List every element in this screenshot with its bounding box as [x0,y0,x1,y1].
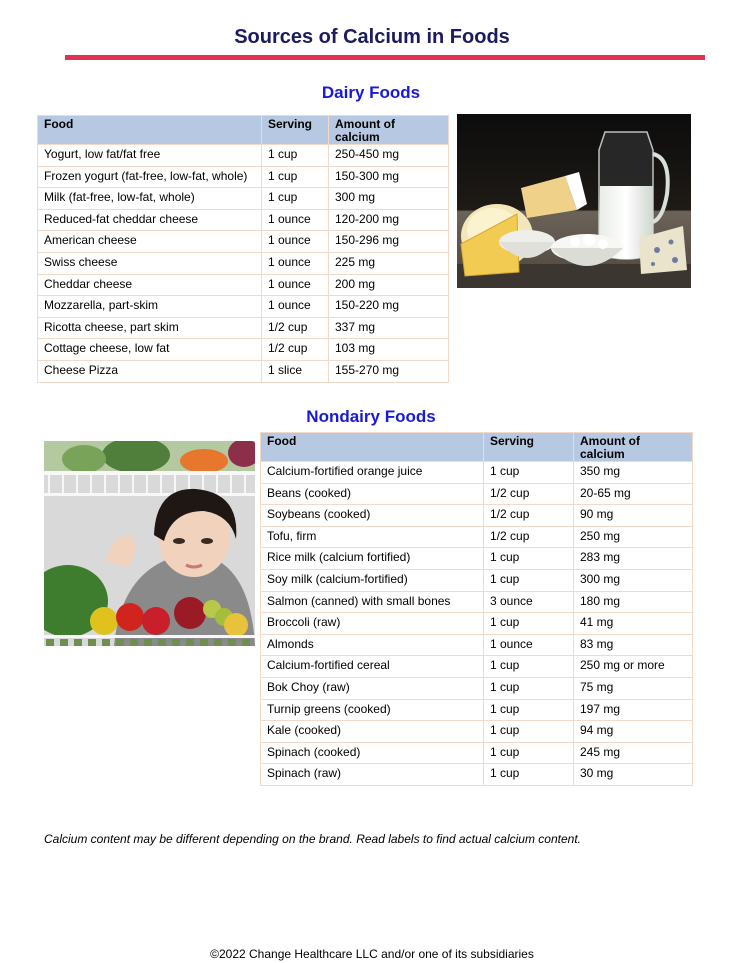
food-cell: Beans (cooked) [261,483,484,505]
serving-cell: 1 cup [484,699,574,721]
dairy-products-illustration [457,114,691,288]
table-row [38,188,449,210]
dairy-products-photo [457,114,691,288]
serving-cell: 1 ounce [262,296,329,318]
food-cell: Frozen yogurt (fat-free, low-fat, whole) [38,166,262,188]
amount-cell: 150-300 mg [329,166,449,188]
serving-cell: 1 ounce [262,231,329,253]
table-row [261,721,693,743]
table-row [261,656,693,678]
serving-cell: 1 cup [484,569,574,591]
table-row [38,317,449,339]
nondairy-header-amount: Amount of calcium [574,433,693,462]
table-row [38,145,449,167]
amount-cell: 197 mg [574,699,693,721]
food-cell: Salmon (canned) with small bones [261,591,484,613]
food-cell: Calcium-fortified orange juice [261,462,484,484]
amount-cell: 20-65 mg [574,483,693,505]
dairy-table [37,115,449,383]
amount-cell: 83 mg [574,634,693,656]
food-cell: Broccoli (raw) [261,613,484,635]
nondairy-section-title: Nondairy Foods [306,407,436,426]
table-row [261,634,693,656]
food-cell: Spinach (cooked) [261,742,484,764]
title-rule [65,55,705,60]
copyright-footer: ©2022 Change Healthcare LLC and/or one of its subsidiaries [210,947,534,961]
dairy-header-food: Food [38,116,262,145]
nondairy-table [260,432,693,786]
food-cell: Turnip greens (cooked) [261,699,484,721]
nondairy-table-header-row [261,433,693,462]
serving-cell: 1 cup [484,721,574,743]
amount-cell: 300 mg [574,569,693,591]
food-cell: Rice milk (calcium fortified) [261,548,484,570]
table-row [38,231,449,253]
amount-cell: 250 mg [574,526,693,548]
serving-cell: 1 cup [484,677,574,699]
table-row [261,613,693,635]
food-cell: Cottage cheese, low fat [38,339,262,361]
table-row [38,166,449,188]
amount-cell: 225 mg [329,252,449,274]
table-row [261,569,693,591]
serving-cell: 1 slice [262,360,329,382]
food-cell: Almonds [261,634,484,656]
food-cell: Milk (fat-free, low-fat, whole) [38,188,262,210]
amount-cell: 103 mg [329,339,449,361]
amount-cell: 300 mg [329,188,449,210]
table-row [261,548,693,570]
page-title: Sources of Calcium in Foods [234,26,510,48]
serving-cell: 1 ounce [262,274,329,296]
food-cell: Bok Choy (raw) [261,677,484,699]
amount-cell: 90 mg [574,505,693,527]
amount-cell: 75 mg [574,677,693,699]
amount-cell: 150-220 mg [329,296,449,318]
serving-cell: 1 cup [484,613,574,635]
serving-cell: 1/2 cup [262,339,329,361]
serving-cell: 1 ounce [262,252,329,274]
table-row [38,296,449,318]
dairy-header-amount: Amount of calcium [329,116,449,145]
amount-cell: 283 mg [574,548,693,570]
amount-cell: 245 mg [574,742,693,764]
table-row [38,252,449,274]
serving-cell: 1 ounce [484,634,574,656]
amount-cell: 250-450 mg [329,145,449,167]
food-cell: Cheddar cheese [38,274,262,296]
serving-cell: 1/2 cup [484,526,574,548]
table-row [38,360,449,382]
food-cell: Tofu, firm [261,526,484,548]
food-cell: Reduced-fat cheddar cheese [38,209,262,231]
table-row [261,462,693,484]
refrigerator-produce-illustration [44,441,255,646]
amount-cell: 30 mg [574,764,693,786]
nondairy-header-serving: Serving [484,433,574,462]
serving-cell: 1 cup [484,764,574,786]
food-cell: Cheese Pizza [38,360,262,382]
serving-cell: 1 cup [262,166,329,188]
table-row [261,742,693,764]
serving-cell: 1 cup [484,656,574,678]
amount-cell: 350 mg [574,462,693,484]
food-cell: American cheese [38,231,262,253]
table-row [261,699,693,721]
food-cell: Ricotta cheese, part skim [38,317,262,339]
dairy-section-title: Dairy Foods [321,83,421,102]
amount-cell: 94 mg [574,721,693,743]
amount-cell: 150-296 mg [329,231,449,253]
table-row [261,483,693,505]
food-cell: Yogurt, low fat/fat free [38,145,262,167]
food-cell: Mozzarella, part-skim [38,296,262,318]
amount-cell: 180 mg [574,591,693,613]
table-row [38,274,449,296]
serving-cell: 1 cup [484,742,574,764]
food-cell: Soy milk (calcium-fortified) [261,569,484,591]
amount-cell: 250 mg or more [574,656,693,678]
amount-cell: 41 mg [574,613,693,635]
dairy-header-serving: Serving [262,116,329,145]
serving-cell: 1 cup [262,188,329,210]
serving-cell: 1 cup [484,462,574,484]
food-cell: Spinach (raw) [261,764,484,786]
table-row [261,591,693,613]
dairy-table-header-row [38,116,449,145]
table-row [38,339,449,361]
table-row [261,505,693,527]
serving-cell: 1/2 cup [262,317,329,339]
table-row [261,764,693,786]
serving-cell: 1/2 cup [484,505,574,527]
amount-cell: 200 mg [329,274,449,296]
amount-cell: 155-270 mg [329,360,449,382]
serving-cell: 3 ounce [484,591,574,613]
food-cell: Swiss cheese [38,252,262,274]
serving-cell: 1 cup [484,548,574,570]
table-row [261,677,693,699]
table-row [261,526,693,548]
serving-cell: 1/2 cup [484,483,574,505]
amount-cell: 337 mg [329,317,449,339]
serving-cell: 1 cup [262,145,329,167]
food-cell: Calcium-fortified cereal [261,656,484,678]
woman-refrigerator-photo [44,441,255,646]
table-row [38,209,449,231]
calcium-content-note: Calcium content may be different depending on the brand. Read labels to find actual calcium content. [44,832,581,846]
food-cell: Soybeans (cooked) [261,505,484,527]
food-cell: Kale (cooked) [261,721,484,743]
serving-cell: 1 ounce [262,209,329,231]
amount-cell: 120-200 mg [329,209,449,231]
nondairy-header-food: Food [261,433,484,462]
